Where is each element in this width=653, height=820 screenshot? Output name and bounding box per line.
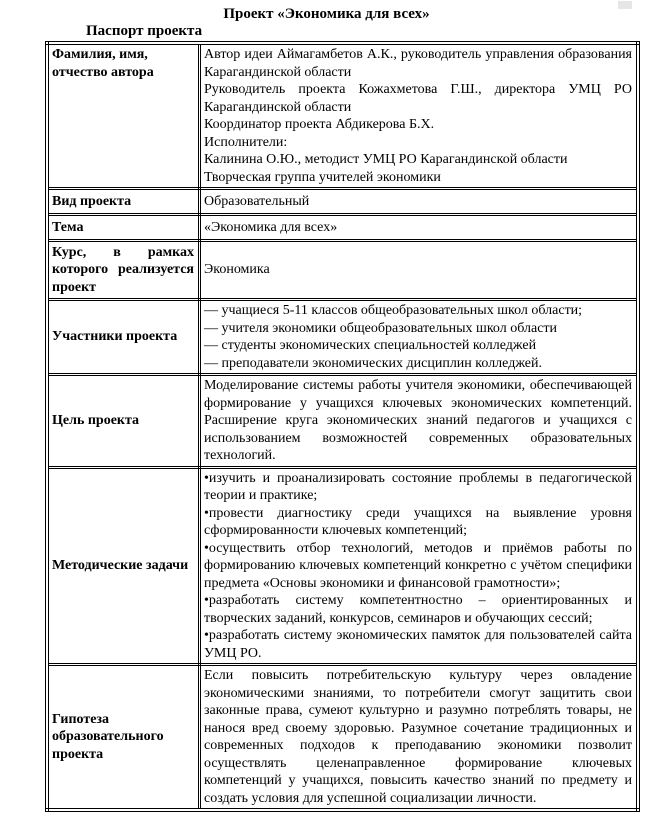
row-label-cell: Цель проекта [47,375,200,468]
row-label-cell: Вид проекта [47,189,200,215]
paragraph: Калинина О.Ю., методист УМЦ РО Карагандинской области [204,152,568,167]
row-label-cell: Методические задачи [47,467,200,665]
paragraph: «Экономика для всех» [204,219,338,235]
list-item: •разработать систему компетентностно – ориентированных и творческих заданий, конкурсов, семинаров и обучающих сессий; [204,593,632,626]
row-value-cell [200,215,639,241]
passport-table [45,41,640,812]
row-value-cell [200,241,639,300]
table-row-author [47,43,638,189]
table-row-methodical-tasks [47,467,638,665]
paragraph: Автор идеи Аймагамбетов А.К., руководитель управления образования Карагандинской области [204,47,632,80]
row-value-cell [200,375,639,468]
paragraph: Моделирование системы работы учителя экономики, обеспечивающей формирование у учащихся ключевых экономических компетенций. Расширение круга экономических знаний педагогов и учащихся с использованием возможностей современных образовательных технологий. [204,378,632,463]
list-item: •осуществить отбор технологий, методов и приёмов работы по формированию ключевых компетенций конкретно с учётом специфики предмета «Основы экономики и финансовой грамотности»; [204,540,632,591]
list-item: •провести диагностику среди учащихся на выявление уровня сформированности ключевых компетенций; [204,505,632,538]
list-item: — учителя экономики общеобразовательных школ области [204,320,558,336]
table-row-project-type [47,189,638,215]
list-item: •изучить и проанализировать состояние проблемы в педагогической теории и практике; [204,470,632,503]
row-label-cell: Курс, в рамках которого реализуется проект [47,241,200,300]
row-label-cell: Гипотеза образовательного проекта [47,665,200,811]
table-row-theme [47,215,638,241]
paragraph: Образовательный [204,193,310,209]
table-row-goal [47,375,638,468]
row-label-cell: Участники проекта [47,300,200,375]
paragraph: Исполнители: [204,134,288,150]
row-value-cell [200,300,639,375]
list-item: — преподаватели экономических дисциплин колледжей. [204,355,543,371]
table-row-participants [47,300,638,375]
list-item: — студенты экономических специальностей колледжей [204,338,537,353]
list-item: •разработать систему экономических памяток для пользователей сайта УМЦ РО. [204,628,632,661]
row-label-cell: Тема [47,215,200,241]
row-label-cell: Фамилия, имя, отчество автора [47,43,200,189]
row-value-cell [200,467,639,665]
paragraph: Если повысить потребительскую культуру через овладение экономическими знаниями, то потребители смогут защитить свои законные права, сумеют культурно и разумно потреблять товары, не нанося вред своему здоровью. Разумное сочетание традиционных и современных подходов к преподаванию экономики позволит осуществлять целенаправленное формирование ключевых компетенций у учащихся, повысить качество знаний по предмету и создать условия для успешной социализации личности. [204,668,632,806]
row-value-cell [200,189,639,215]
row-value-cell [200,665,639,811]
table-row-course [47,241,638,300]
page-title: Проект «Экономика для всех» [223,6,430,22]
page-subtitle: Паспорт проекта [86,23,203,39]
row-value-cell [200,43,639,189]
paragraph: Координатор проекта Абдикерова Б.Х. [204,117,435,132]
paragraph: Творческая группа учителей экономики [204,169,441,185]
scan-artifact [618,1,632,9]
paragraph: Экономика [204,262,270,278]
paragraph: Руководитель проекта Кожахметова Г.Ш., директора УМЦ РО Карагандинской области [204,82,632,115]
list-item: — учащиеся 5-11 классов общеобразовательных школ области; [204,303,583,318]
table-row-hypothesis [47,665,638,811]
